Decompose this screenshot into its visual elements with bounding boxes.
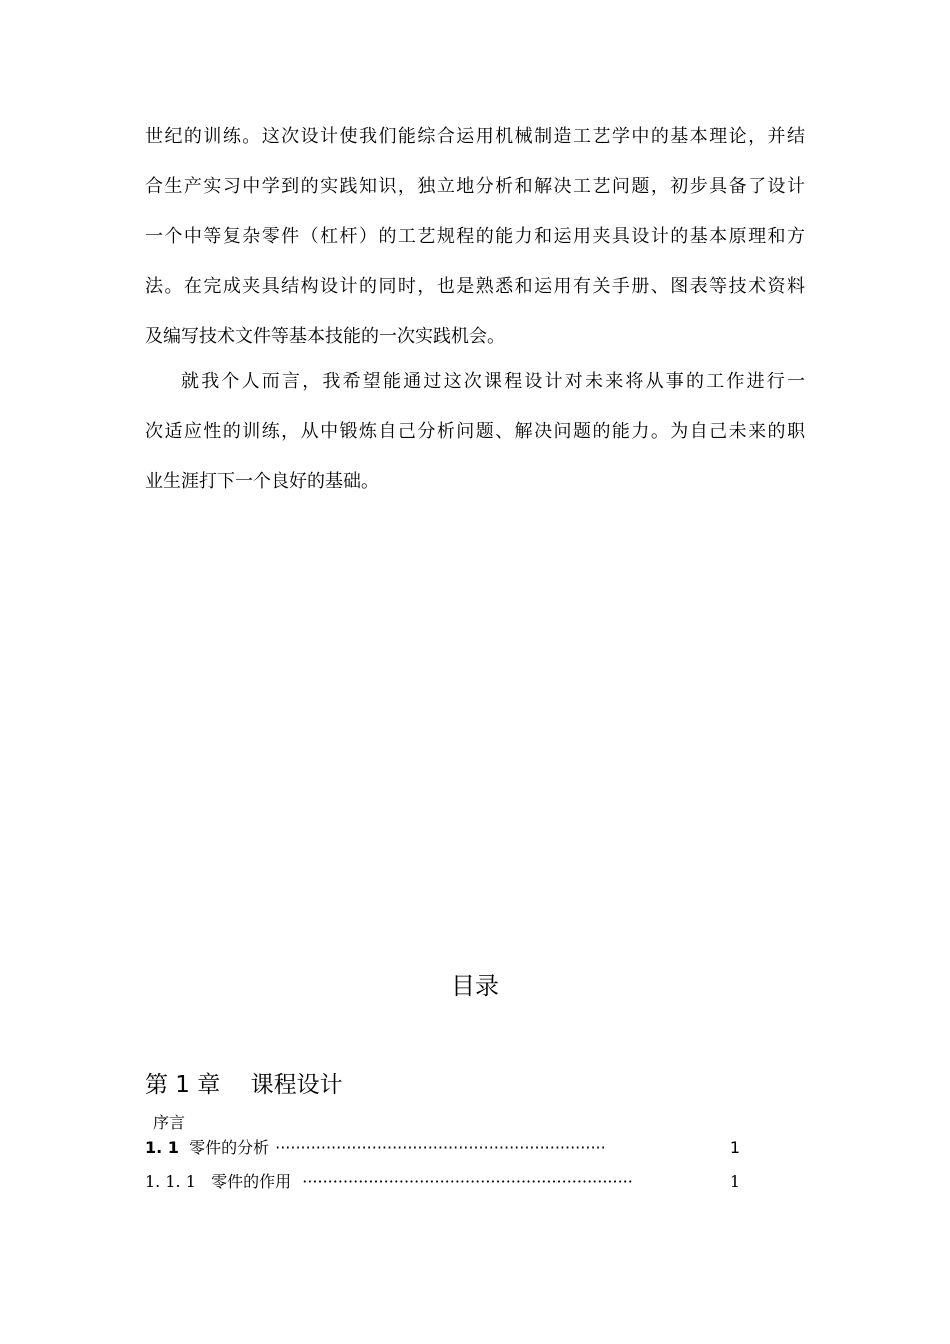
toc-preface: 序言 (153, 1113, 186, 1132)
text-line: 世纪的训练。这次设计使我们能综合运用机械制造工艺学中的基本理论，并结 (145, 126, 805, 147)
paragraph-2 (145, 357, 805, 507)
text-line: 法。在完成夹具结构设计的同时，也是熟悉和运用有关手册、图表等技术资料 (145, 276, 805, 297)
toc-entry-title: 零件的作用 (195, 1172, 297, 1191)
toc-chapter-heading: 第 1 章 课程设计 (145, 1072, 343, 1098)
text-line: 就我个人而言，我希望能通过这次课程设计对未来将从事的工作进行一 (181, 371, 805, 392)
text-line: 一个中等复杂零件（杠杆）的工艺规程的能力和运用夹具设计的基本原理和方 (145, 226, 805, 247)
toc-title: 目录 (451, 972, 499, 1000)
toc-entry[interactable] (145, 1169, 740, 1192)
toc-leader-dots: ································································· (275, 1138, 606, 1157)
toc-entry-page: 1 (729, 1138, 740, 1157)
toc-entry-number: 1. 1 (145, 1138, 179, 1157)
toc-entry-title: 零件的分析 (178, 1138, 270, 1157)
toc-entry-number: 1. 1. 1 (145, 1172, 196, 1191)
text-line: 合生产实习中学到的实践知识，独立地分析和解决工艺问题，初步具备了设计 (145, 176, 805, 197)
text-line: 及编写技术文件等基本技能的一次实践机会。 (145, 326, 505, 347)
text-line: 业生涯打下一个良好的基础。 (145, 471, 379, 492)
text-line: 次适应性的训练，从中锻炼自己分析问题、解决问题的能力。为自己未来的职 (145, 421, 805, 442)
toc-leader-dots: ································································· (302, 1172, 633, 1191)
paragraph-1 (145, 112, 805, 362)
toc-entry[interactable] (145, 1135, 740, 1158)
toc-entry-page: 1 (729, 1172, 740, 1191)
